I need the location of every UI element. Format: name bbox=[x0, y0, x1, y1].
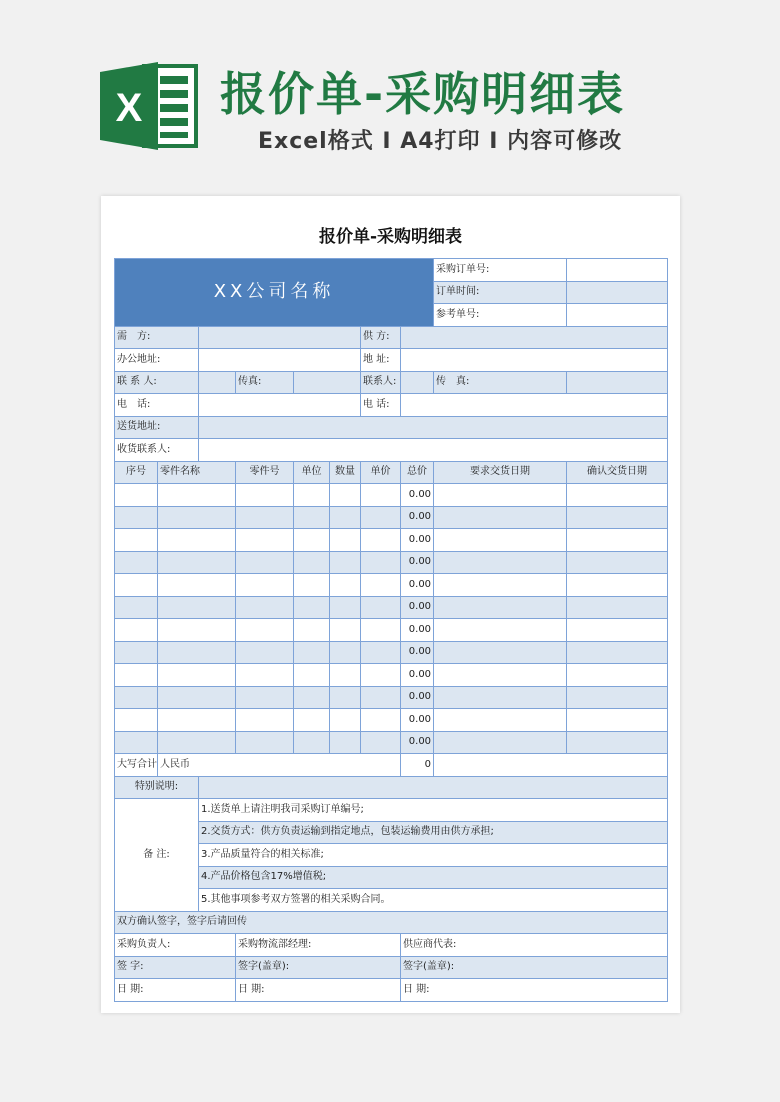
total-cell: 0.00 bbox=[401, 641, 434, 664]
col-header-index: 序号 bbox=[115, 461, 158, 484]
part-no-cell[interactable] bbox=[236, 641, 294, 664]
price-cell[interactable] bbox=[361, 709, 401, 732]
date-field[interactable]: 日 期: bbox=[401, 979, 668, 1002]
part-name-cell[interactable] bbox=[158, 664, 236, 687]
delivery-address-field[interactable] bbox=[199, 416, 668, 439]
qty-cell[interactable] bbox=[330, 709, 361, 732]
confirmed-date-cell[interactable] bbox=[567, 731, 668, 754]
buyer-field[interactable] bbox=[199, 326, 361, 349]
part-name-cell[interactable] bbox=[158, 709, 236, 732]
confirmed-date-cell[interactable] bbox=[567, 641, 668, 664]
supplier-label: 供 方: bbox=[361, 326, 401, 349]
banner-subtitle: Excel格式 I A4打印 I 内容可修改 bbox=[258, 129, 623, 154]
remark-item: 2.交货方式：供方负责运输到指定地点，包装运输费用由供方承担; bbox=[199, 821, 668, 844]
index-cell[interactable] bbox=[115, 619, 158, 642]
qty-cell[interactable] bbox=[330, 506, 361, 529]
unit-cell[interactable] bbox=[294, 596, 330, 619]
table-row bbox=[115, 731, 668, 754]
confirmed-date-cell[interactable] bbox=[567, 619, 668, 642]
supplier-contact-label: 联系人: bbox=[361, 371, 401, 394]
table-row bbox=[115, 574, 668, 597]
supplier-phone-field[interactable] bbox=[401, 394, 668, 417]
currency-label: 人民币 bbox=[158, 754, 401, 777]
order-time-label: 订单时间: bbox=[434, 281, 567, 304]
supplier-contact-field[interactable] bbox=[401, 371, 434, 394]
part-no-cell[interactable] bbox=[236, 574, 294, 597]
company-name[interactable]: XX公司名称 bbox=[115, 259, 434, 327]
table-row bbox=[115, 641, 668, 664]
part-name-cell[interactable] bbox=[158, 619, 236, 642]
total-caps-label: 大写合计 bbox=[115, 754, 158, 777]
required-date-cell[interactable] bbox=[434, 731, 567, 754]
part-no-cell[interactable] bbox=[236, 619, 294, 642]
col-header-price: 单价 bbox=[361, 461, 401, 484]
confirmed-date-cell[interactable] bbox=[567, 574, 668, 597]
unit-cell[interactable] bbox=[294, 529, 330, 552]
required-date-cell[interactable] bbox=[434, 506, 567, 529]
part-no-cell[interactable] bbox=[236, 596, 294, 619]
special-note-label: 特别说明: bbox=[115, 776, 199, 799]
unit-cell[interactable] bbox=[294, 709, 330, 732]
contact-label: 联 系 人: bbox=[115, 371, 199, 394]
table-header-row bbox=[115, 461, 668, 484]
document-title: 报价单-采购明细表 bbox=[318, 227, 463, 247]
index-cell[interactable] bbox=[115, 709, 158, 732]
confirmed-date-cell[interactable] bbox=[567, 551, 668, 574]
supplier-fax-field[interactable] bbox=[567, 371, 668, 394]
logistics-manager-label: 采购物流部经理: bbox=[236, 934, 401, 957]
qty-cell[interactable] bbox=[330, 596, 361, 619]
date-field[interactable]: 日 期: bbox=[236, 979, 401, 1002]
col-header-confirmed-date: 确认交货日期 bbox=[567, 461, 668, 484]
purchase-table bbox=[114, 258, 668, 1002]
price-cell[interactable] bbox=[361, 731, 401, 754]
index-cell[interactable] bbox=[115, 641, 158, 664]
signature-seal-field[interactable]: 签字(盖章): bbox=[401, 956, 668, 979]
col-header-qty: 数量 bbox=[330, 461, 361, 484]
col-header-unit: 单位 bbox=[294, 461, 330, 484]
ref-no-field[interactable] bbox=[567, 304, 668, 327]
unit-cell[interactable] bbox=[294, 664, 330, 687]
total-cell: 0.00 bbox=[401, 731, 434, 754]
part-no-cell[interactable] bbox=[236, 529, 294, 552]
receiver-field[interactable] bbox=[199, 439, 668, 462]
total-cell: 0.00 bbox=[401, 596, 434, 619]
price-cell[interactable] bbox=[361, 551, 401, 574]
document-sheet bbox=[101, 196, 680, 1013]
required-date-cell[interactable] bbox=[434, 686, 567, 709]
part-name-cell[interactable] bbox=[158, 686, 236, 709]
unit-cell[interactable] bbox=[294, 731, 330, 754]
index-cell[interactable] bbox=[115, 484, 158, 507]
order-no-label: 采购订单号: bbox=[434, 259, 567, 282]
confirmed-date-cell[interactable] bbox=[567, 529, 668, 552]
unit-cell[interactable] bbox=[294, 641, 330, 664]
part-name-cell[interactable] bbox=[158, 506, 236, 529]
office-address-field[interactable] bbox=[199, 349, 361, 372]
total-value: 0 bbox=[401, 754, 434, 777]
col-header-required-date: 要求交货日期 bbox=[434, 461, 567, 484]
index-cell[interactable] bbox=[115, 551, 158, 574]
office-address-label: 办公地址: bbox=[115, 349, 199, 372]
order-time-field[interactable] bbox=[567, 281, 668, 304]
unit-cell[interactable] bbox=[294, 484, 330, 507]
confirmed-date-cell[interactable] bbox=[567, 664, 668, 687]
required-date-cell[interactable] bbox=[434, 664, 567, 687]
index-cell[interactable] bbox=[115, 664, 158, 687]
supplier-phone-label: 电 话: bbox=[361, 394, 401, 417]
supplier-fax-label: 传 真: bbox=[434, 371, 567, 394]
total-cell: 0.00 bbox=[401, 574, 434, 597]
part-name-cell[interactable] bbox=[158, 574, 236, 597]
table-row bbox=[115, 619, 668, 642]
supplier-field[interactable] bbox=[401, 326, 668, 349]
price-cell[interactable] bbox=[361, 484, 401, 507]
col-header-part-no: 零件号 bbox=[236, 461, 294, 484]
part-name-cell[interactable] bbox=[158, 529, 236, 552]
price-cell[interactable] bbox=[361, 664, 401, 687]
unit-cell[interactable] bbox=[294, 686, 330, 709]
part-no-cell[interactable] bbox=[236, 731, 294, 754]
part-name-cell[interactable] bbox=[158, 641, 236, 664]
excel-logo-icon bbox=[100, 58, 198, 154]
confirmed-date-cell[interactable] bbox=[567, 506, 668, 529]
remark-item: 5.其他事项参考双方签署的相关采购合同。 bbox=[199, 889, 668, 912]
table-row bbox=[115, 664, 668, 687]
confirmed-date-cell[interactable] bbox=[567, 484, 668, 507]
vendor-rep-label: 供应商代表: bbox=[401, 934, 668, 957]
price-cell[interactable] bbox=[361, 686, 401, 709]
required-date-cell[interactable] bbox=[434, 484, 567, 507]
remarks-label: 备 注: bbox=[115, 799, 199, 912]
required-date-cell[interactable] bbox=[434, 709, 567, 732]
table-row bbox=[115, 484, 668, 507]
price-cell[interactable] bbox=[361, 641, 401, 664]
phone-label: 电 话: bbox=[115, 394, 199, 417]
total-cell: 0.00 bbox=[401, 529, 434, 552]
part-name-cell[interactable] bbox=[158, 484, 236, 507]
phone-field[interactable] bbox=[199, 394, 361, 417]
remark-item: 3.产品质量符合的相关标准; bbox=[199, 844, 668, 867]
index-cell[interactable] bbox=[115, 596, 158, 619]
price-cell[interactable] bbox=[361, 506, 401, 529]
unit-cell[interactable] bbox=[294, 619, 330, 642]
confirmed-date-cell[interactable] bbox=[567, 686, 668, 709]
confirmed-date-cell[interactable] bbox=[567, 596, 668, 619]
part-no-cell[interactable] bbox=[236, 551, 294, 574]
required-date-cell[interactable] bbox=[434, 619, 567, 642]
table-row bbox=[115, 506, 668, 529]
delivery-address-label: 送货地址: bbox=[115, 416, 199, 439]
confirmed-date-cell[interactable] bbox=[567, 709, 668, 732]
required-date-cell[interactable] bbox=[434, 596, 567, 619]
qty-cell[interactable] bbox=[330, 551, 361, 574]
price-cell[interactable] bbox=[361, 596, 401, 619]
unit-cell[interactable] bbox=[294, 506, 330, 529]
table-row bbox=[115, 709, 668, 732]
qty-cell[interactable] bbox=[330, 484, 361, 507]
svg-text:X: X bbox=[115, 86, 143, 130]
signature-seal-field[interactable]: 签字(盖章): bbox=[236, 956, 401, 979]
price-cell[interactable] bbox=[361, 529, 401, 552]
signature-field[interactable]: 签 字: bbox=[115, 956, 236, 979]
total-cell: 0.00 bbox=[401, 709, 434, 732]
index-cell[interactable] bbox=[115, 574, 158, 597]
total-cell: 0.00 bbox=[401, 551, 434, 574]
qty-cell[interactable] bbox=[330, 619, 361, 642]
confirm-note: 双方确认签字，签字后请回传 bbox=[115, 911, 668, 934]
required-date-cell[interactable] bbox=[434, 551, 567, 574]
part-no-cell[interactable] bbox=[236, 709, 294, 732]
address-field[interactable] bbox=[401, 349, 668, 372]
total-cell: 0.00 bbox=[401, 506, 434, 529]
total-cell: 0.00 bbox=[401, 686, 434, 709]
buyer-label: 需 方: bbox=[115, 326, 199, 349]
total-cell: 0.00 bbox=[401, 619, 434, 642]
index-cell[interactable] bbox=[115, 529, 158, 552]
banner-title: 报价单-采购明细表 bbox=[220, 67, 626, 121]
part-name-cell[interactable] bbox=[158, 596, 236, 619]
contact-field[interactable] bbox=[199, 371, 236, 394]
table-row bbox=[115, 551, 668, 574]
index-cell[interactable] bbox=[115, 686, 158, 709]
unit-cell[interactable] bbox=[294, 551, 330, 574]
part-no-cell[interactable] bbox=[236, 664, 294, 687]
address-label: 地 址: bbox=[361, 349, 401, 372]
qty-cell[interactable] bbox=[330, 574, 361, 597]
qty-cell[interactable] bbox=[330, 641, 361, 664]
date-field[interactable]: 日 期: bbox=[115, 979, 236, 1002]
qty-cell[interactable] bbox=[330, 664, 361, 687]
col-header-total: 总价 bbox=[401, 461, 434, 484]
fax-label: 传真: bbox=[236, 371, 294, 394]
total-blank[interactable] bbox=[434, 754, 668, 777]
total-cell: 0.00 bbox=[401, 664, 434, 687]
required-date-cell[interactable] bbox=[434, 529, 567, 552]
table-row bbox=[115, 686, 668, 709]
order-no-field[interactable] bbox=[567, 259, 668, 282]
remark-item: 4.产品价格包含17%增值税; bbox=[199, 866, 668, 889]
qty-cell[interactable] bbox=[330, 529, 361, 552]
required-date-cell[interactable] bbox=[434, 641, 567, 664]
part-no-cell[interactable] bbox=[236, 686, 294, 709]
table-row bbox=[115, 596, 668, 619]
table-row bbox=[115, 529, 668, 552]
price-cell[interactable] bbox=[361, 619, 401, 642]
part-no-cell[interactable] bbox=[236, 484, 294, 507]
col-header-part-name: 零件名称 bbox=[158, 461, 236, 484]
part-no-cell[interactable] bbox=[236, 506, 294, 529]
total-cell: 0.00 bbox=[401, 484, 434, 507]
index-cell[interactable] bbox=[115, 506, 158, 529]
fax-field[interactable] bbox=[294, 371, 361, 394]
part-name-cell[interactable] bbox=[158, 731, 236, 754]
unit-cell[interactable] bbox=[294, 574, 330, 597]
buyer-responsible-label: 采购负责人: bbox=[115, 934, 236, 957]
qty-cell[interactable] bbox=[330, 686, 361, 709]
remark-item: 1.送货单上请注明我司采购订单编号; bbox=[199, 799, 668, 822]
special-note-field[interactable] bbox=[199, 776, 668, 799]
qty-cell[interactable] bbox=[330, 731, 361, 754]
required-date-cell[interactable] bbox=[434, 574, 567, 597]
ref-no-label: 参考单号: bbox=[434, 304, 567, 327]
index-cell[interactable] bbox=[115, 731, 158, 754]
part-name-cell[interactable] bbox=[158, 551, 236, 574]
receiver-label: 收货联系人: bbox=[115, 439, 199, 462]
price-cell[interactable] bbox=[361, 574, 401, 597]
